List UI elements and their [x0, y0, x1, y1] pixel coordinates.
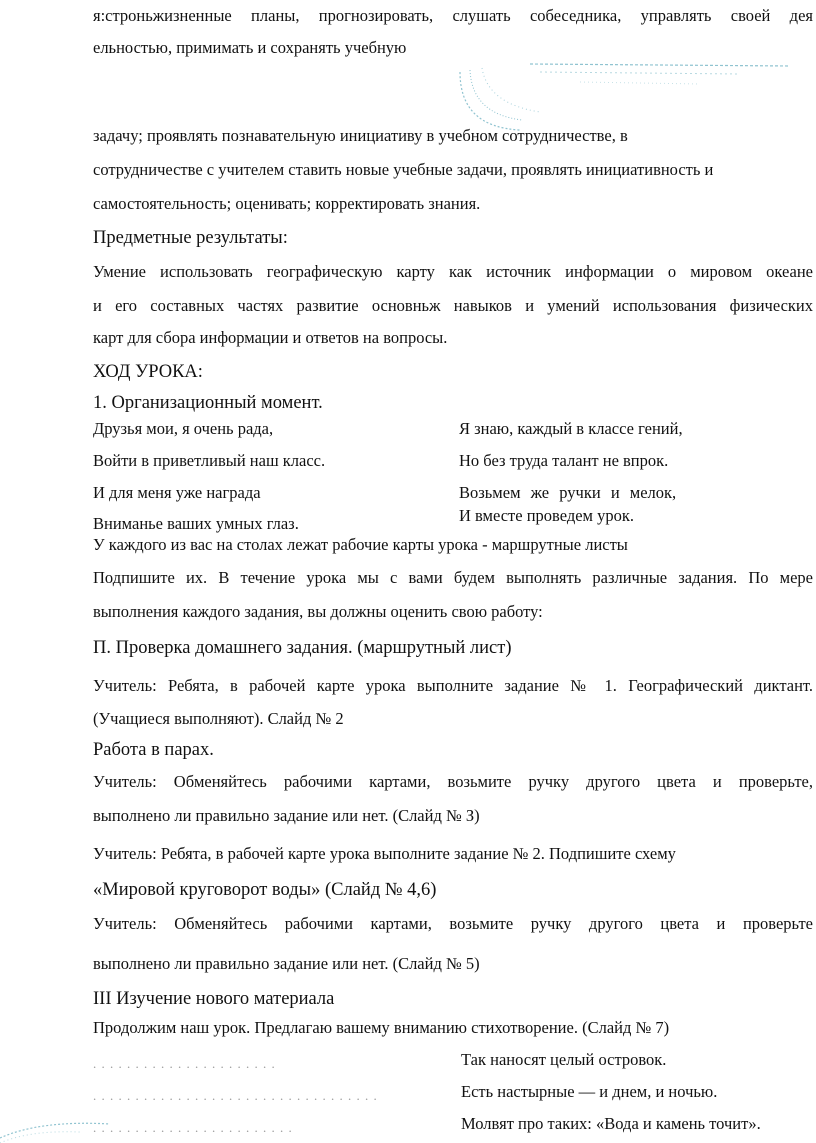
- text-line-17: (Учащиеся выполняют). Слайд № 2: [93, 709, 344, 728]
- heading-new-material: III Изучение нового материала: [93, 989, 335, 1009]
- text-line-1: я:строньжизненные планы, прогнозировать, слушать собеседника, управлять своей дея: [93, 6, 813, 25]
- heading-pair-work: Работа в парах.: [93, 740, 214, 760]
- text-line-8: и его составных частях развитие основньж навыков и умений использования физических: [93, 296, 813, 315]
- poem2-left-dots: . . . . . . . . . . . . . . . . . . . . . .: [93, 1056, 276, 1071]
- poem-left-line: Войти в приветливый наш класс.: [93, 451, 326, 470]
- poem-right-line: Возьмем же ручки и мелок,: [459, 483, 677, 502]
- poem2-right-line: Молвят про таких: «Вода и камень точит».: [461, 1114, 761, 1133]
- poem-left-line: Вниманье ваших умных глаз.: [93, 514, 299, 533]
- poem2-right-line: Так наносят целый островок.: [461, 1050, 667, 1069]
- text-line-9: карт для сбора информации и ответов на вопросы.: [93, 328, 448, 347]
- text-line-22: «Мировой круговорот воды» (Слайд № 4,6): [93, 880, 437, 900]
- text-line-16: Учитель: Ребята, в рабочей карте урока выполните задание № 1. Географический диктант.: [93, 676, 813, 695]
- poem2-left-dots: . . . . . . . . . . . . . . . . . . . . . . . . . . . . . . . . . .: [93, 1088, 378, 1103]
- text-line-26: Продолжим наш урок. Предлагаю вашему вниманию стихотворение. (Слайд № 7): [93, 1018, 670, 1037]
- text-line-24: выполнено ли правильно задание или нет. (Слайд № 5): [93, 954, 480, 973]
- heading-homework-check: П. Проверка домашнего задания. (маршрутный лист): [93, 638, 512, 658]
- text-line-21: Учитель: Ребята, в рабочей карте урока выполните задание № 2. Подпишите схему: [93, 844, 676, 863]
- text-line-12: У каждого из вас на столах лежат рабочие карты урока - маршрутные листы: [93, 535, 628, 554]
- text-line-5: самостоятельность; оценивать; корректировать знания.: [93, 194, 481, 213]
- text-line-3: задачу; проявлять познавательную инициативу в учебном сотрудничестве, в: [93, 126, 628, 145]
- heading-lesson-progress: ХОД УРОКА:: [93, 362, 203, 382]
- stamp-watermark-corner: [0, 1110, 120, 1143]
- heading-org-moment: 1. Организационный момент.: [93, 393, 323, 413]
- text-line-19: Учитель: Обменяйтесь рабочими картами, возьмите ручку другого цвета и проверьте,: [93, 772, 813, 791]
- text-line-14: выполнения каждого задания, вы должны оценить свою работу:: [93, 602, 543, 621]
- text-line-13: Подпишите их. В течение урока мы с вами будем выполнять различные задания. По мере: [93, 568, 813, 587]
- poem2-left-dots: . . . . . . . . . . . . . . . . . . . . . . . .: [93, 1120, 293, 1135]
- poem-right-line: Но без труда талант не впрок.: [459, 451, 669, 470]
- poem-left-line: Друзья мои, я очень рада,: [93, 419, 274, 438]
- poem-right-line: Я знаю, каждый в классе гений,: [459, 419, 683, 438]
- heading-subject-results: Предметные результаты:: [93, 228, 288, 248]
- text-line-20: выполнено ли правильно задание или нет. (Слайд № З): [93, 806, 480, 825]
- poem-left-line: И для меня уже награда: [93, 483, 261, 502]
- text-line-4: сотрудничестве с учителем ставить новые учебные задачи, проявлять инициативность и: [93, 160, 714, 179]
- poem2-right-line: Есть настырные — и днем, и ночью.: [461, 1082, 718, 1101]
- text-line-7: Умение использовать географическую карту как источник информации о мировом океане: [93, 262, 813, 281]
- text-line-2: ельностью, примимать и сохранять учебную: [93, 38, 407, 57]
- text-line-23: Учитель: Обменяйтесь рабочими картами, возьмите ручку другого цвета и проверьте: [93, 914, 813, 933]
- poem-right-line: И вместе проведем урок.: [459, 506, 635, 525]
- stamp-watermark: [440, 52, 800, 132]
